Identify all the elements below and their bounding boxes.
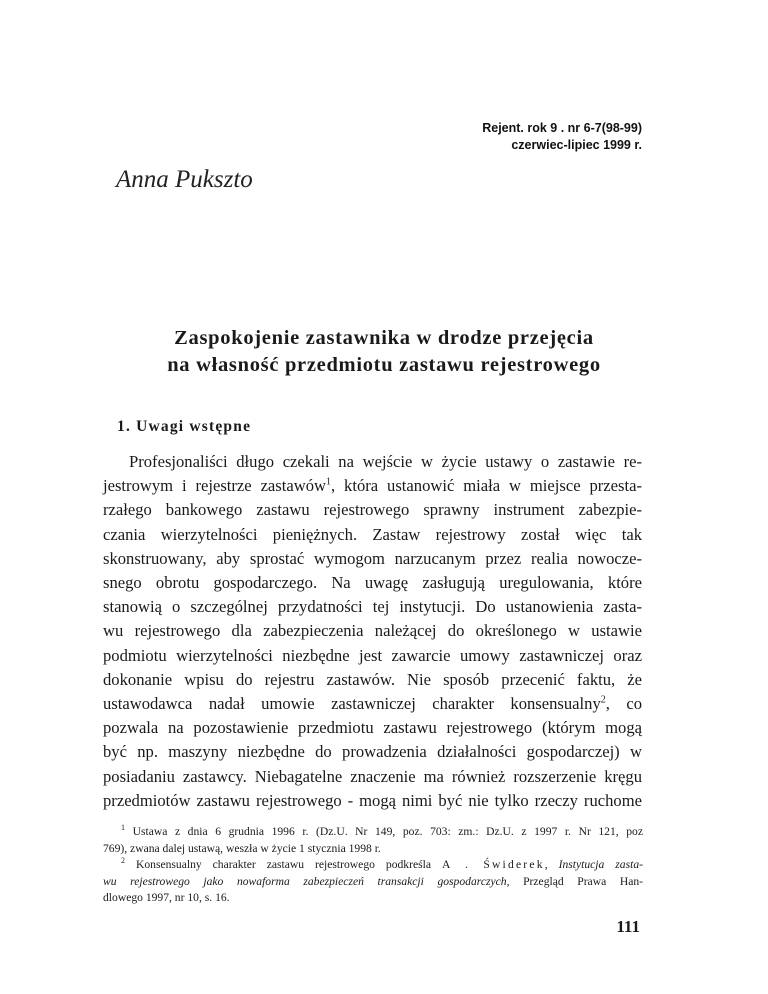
body-line: skonstruowany, aby sprostać wymogom narzucanym przez realia nowocze- <box>103 548 642 568</box>
page-number: 111 <box>616 917 640 936</box>
footnote-1-line: 769), zwana dalej ustawą, weszła w życie 1 stycznia 1998 r. <box>103 841 381 855</box>
footnote-2-line: dlowego 1997, nr 10, s. 16. <box>103 891 230 905</box>
body-line: być np. maszyny niezbędne do prowadzenia działalności gospodarczej) w <box>103 742 642 762</box>
section-heading: 1. Uwagi wstępne <box>117 418 252 435</box>
body-line: posiadaniu zastawcy. Niebagatelne znaczenie ma również rozszerzenie kręgu <box>103 766 642 786</box>
body-line: dokonanie wpisu do rejestru zastawów. Nie sposób przecenić faktu, że <box>103 669 642 689</box>
body-line: czania wierzytelności pieniężnych. Zastaw rejestrowy został więc tak <box>103 524 642 544</box>
title-line-1: Zaspokojenie zastawnika w drodze przejęcia <box>174 327 594 349</box>
body-paragraph <box>103 450 642 813</box>
body-line: podmiotu wierzytelności niezbędne jest zawarcie umowy zastawniczej oraz <box>103 645 642 665</box>
body-line: jestrowym i rejestrze zastawów$^1$, która ustanowić miała w miejsce przesta- <box>103 476 642 496</box>
cited-author: A . Świderek <box>441 858 545 872</box>
title-line-2: na własność przedmiotu zastawu rejestrowego <box>167 354 601 376</box>
footnote-ref: 2 <box>600 694 606 706</box>
author-name: Anna Pukszto <box>116 166 253 193</box>
footnote-2-line: $^2$ Konsensualny charakter zastawu rejestrowego podkreśla A . Świderek, Instytucja zasta- <box>121 856 643 872</box>
body-line: przedmiotów zastawu rejestrowego - mogą nimi być nie tylko rzeczy ruchome <box>103 790 642 810</box>
body-line: wu rejestrowego dla zabezpieczenia należącej do określonego w ustawie <box>103 621 642 641</box>
body-line: pozwala na pozostawienie przedmiotu zastawu rejestrowego (którym mogą <box>103 718 642 738</box>
body-line: stanowią o szczególnej przydatności tej instytucji. Do ustanowienia zasta- <box>103 597 642 617</box>
article-title <box>100 325 668 379</box>
body-line: snego obrotu gospodarczego. Na uwagę zasługują uregulowania, które <box>103 573 642 593</box>
footnote-1-line: $^1$ Ustawa z dnia 6 grudnia 1996 r. (Dz.U. Nr 149, poz. 703: zm.: Dz.U. z 1997 r. Nr 121, poz <box>121 823 643 838</box>
body-line: Profesjonaliści długo czekali na wejście w życie ustawy o zastawie re- <box>129 452 642 471</box>
body-line: rzałego bankowego zastawu rejestrowego sprawny instrument zabezpie- <box>103 500 642 520</box>
footnotes <box>103 824 643 907</box>
footnote-marker: 1 <box>121 823 125 833</box>
footnote-ref: 1 <box>326 476 331 488</box>
footnote-marker: 2 <box>121 856 125 866</box>
journal-header <box>482 120 642 154</box>
body-line: ustawodawca nadał umowie zastawniczej charakter konsensualny$^2$, co <box>103 694 642 714</box>
journal-date: czerwiec-lipiec 1999 r. <box>511 138 642 152</box>
cited-title: Instytucja zasta- <box>558 858 643 872</box>
footnote-2-line: wu rejestrowego jako nowaforma zabezpieczeń transakcji gospodarczych, Przegląd Prawa Han- <box>103 874 643 888</box>
journal-issue: Rejent. rok 9 . nr 6-7(98-99) <box>482 121 642 135</box>
